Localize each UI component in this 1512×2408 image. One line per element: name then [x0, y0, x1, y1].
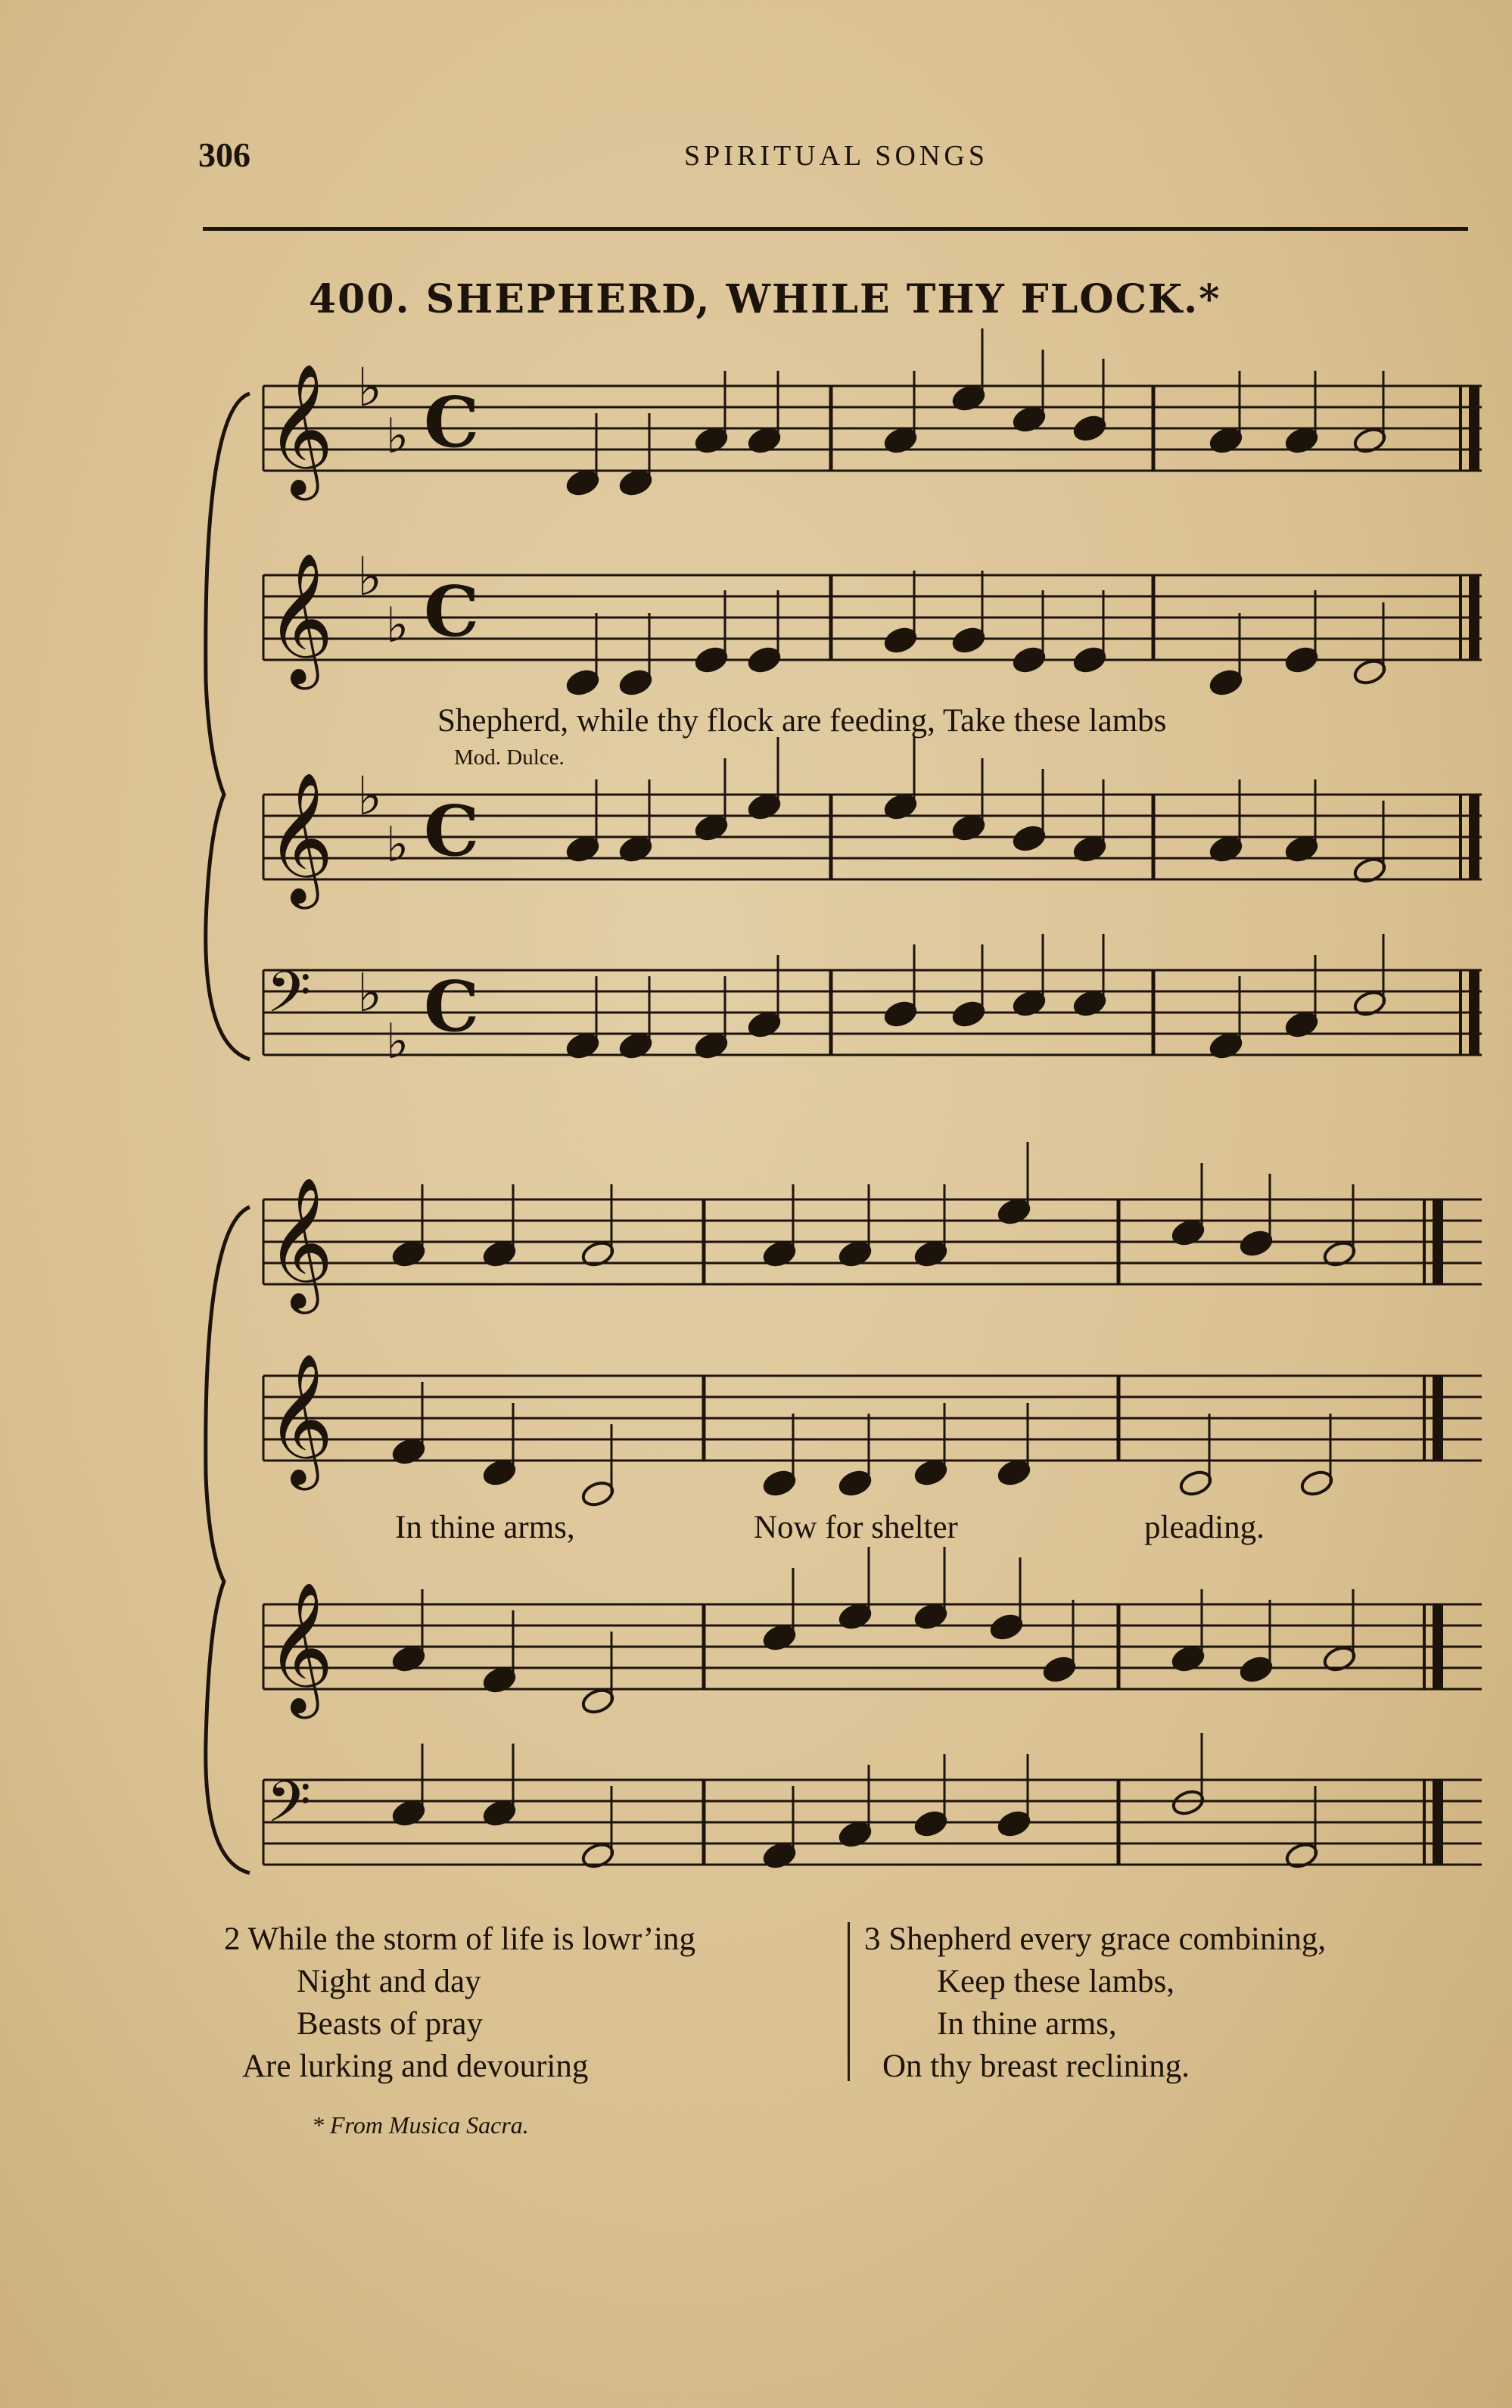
half-note [1299, 1468, 1335, 1498]
quarter-note [565, 1031, 601, 1060]
quarter-note [762, 1622, 798, 1652]
quarter-note [1072, 834, 1108, 863]
verse-2-line: Beasts of pray [297, 2006, 483, 2042]
verse-3-line: On thy breast reclining. [882, 2049, 1190, 2084]
quarter-note [762, 1239, 798, 1268]
flat-icon: ♭ [386, 598, 409, 654]
footnote: * From Musica Sacra. [312, 2111, 529, 2139]
common-time-icon: C [424, 381, 480, 463]
half-note [1322, 1239, 1358, 1268]
bass-clef-icon: 𝄢 [266, 1769, 312, 1850]
quarter-note [997, 1196, 1032, 1226]
quarter-note [482, 1665, 518, 1694]
quarter-note [883, 625, 919, 655]
quarter-note [883, 425, 919, 455]
half-note [1178, 1468, 1214, 1498]
quarter-note [1209, 425, 1244, 455]
common-time-icon: C [424, 966, 480, 1047]
flat-icon: ♭ [357, 962, 383, 1024]
system-brace [206, 1207, 250, 1873]
quarter-note [565, 834, 601, 863]
lyrics-system-1: Shepherd, while thy flock are feeding, Take these lambs [437, 703, 1167, 739]
quarter-note [565, 667, 601, 697]
bass-clef-icon: 𝄢 [266, 959, 312, 1040]
quarter-note [694, 1031, 730, 1060]
quarter-note [1012, 404, 1047, 434]
flat-icon: ♭ [386, 409, 409, 465]
quarter-note [694, 813, 730, 842]
quarter-note [913, 1239, 949, 1268]
quarter-note [762, 1840, 798, 1870]
verse-2-line: Are lurking and devouring [242, 2049, 589, 2084]
treble-clef-icon: 𝄞 [266, 552, 334, 684]
quarter-note [694, 645, 730, 674]
flat-icon: ♭ [386, 817, 409, 873]
quarter-note [1284, 425, 1320, 455]
treble-clef-icon: 𝄞 [266, 1353, 334, 1485]
quarter-note [618, 834, 654, 863]
quarter-note [997, 1809, 1032, 1838]
quarter-note [1012, 823, 1047, 853]
half-note [1284, 1840, 1320, 1870]
verse-2-line: Night and day [297, 1964, 481, 1999]
quarter-note [1239, 1654, 1274, 1684]
system-brace [206, 394, 250, 1059]
verse-3 [864, 1918, 1326, 2088]
quarter-note [838, 1468, 873, 1498]
quarter-note [1239, 1228, 1274, 1258]
treble-clef-icon: 𝄞 [266, 363, 334, 495]
half-note [1352, 425, 1388, 455]
quarter-note [951, 813, 987, 842]
quarter-note [747, 645, 782, 674]
quarter-note [951, 383, 987, 412]
verse-divider [848, 1922, 850, 2081]
running-head: SPIRITUAL SONGS [684, 140, 988, 172]
half-note [580, 1239, 616, 1268]
quarter-note [391, 1798, 427, 1828]
quarter-note [838, 1819, 873, 1849]
half-note [1352, 855, 1388, 885]
quarter-note [747, 792, 782, 821]
treble-clef-icon: 𝄞 [266, 1177, 334, 1308]
half-note [1352, 657, 1388, 686]
quarter-note [1072, 645, 1108, 674]
common-time-icon: C [424, 790, 480, 872]
quarter-note [1072, 988, 1108, 1018]
quarter-note [1284, 1010, 1320, 1039]
flat-icon: ♭ [386, 1014, 409, 1070]
lyrics-system-2-part-c: pleading. [1144, 1510, 1265, 1545]
hymn-title: 400. SHEPHERD, WHILE THY FLOCK.* [309, 276, 1221, 322]
quarter-note [1042, 1654, 1078, 1684]
quarter-note [618, 667, 654, 697]
quarter-note [694, 425, 730, 455]
common-time-icon: C [424, 571, 480, 652]
quarter-note [391, 1436, 427, 1466]
quarter-note [951, 999, 987, 1028]
quarter-note [1209, 667, 1244, 697]
quarter-note [618, 1031, 654, 1060]
quarter-note [482, 1458, 518, 1487]
quarter-note [391, 1239, 427, 1268]
quarter-note [913, 1458, 949, 1487]
quarter-note [1171, 1644, 1206, 1673]
quarter-note [747, 1010, 782, 1039]
flat-icon: ♭ [357, 765, 383, 827]
tempo-marking: Mod. Dulce. [454, 745, 565, 770]
verse-2 [224, 1918, 695, 2088]
quarter-note [762, 1468, 798, 1498]
treble-clef-icon: 𝄞 [266, 772, 334, 904]
quarter-note [482, 1239, 518, 1268]
half-note [580, 1686, 616, 1716]
half-note [1171, 1787, 1206, 1817]
verse-3-line: Keep these lambs, [937, 1964, 1175, 1999]
half-note [580, 1479, 616, 1508]
quarter-note [913, 1601, 949, 1631]
quarter-note [565, 468, 601, 497]
quarter-note [883, 999, 919, 1028]
flat-icon: ♭ [357, 356, 383, 418]
quarter-note [838, 1601, 873, 1631]
page-number: 306 [198, 135, 250, 174]
quarter-note [391, 1644, 427, 1673]
quarter-note [1284, 645, 1320, 674]
quarter-note [1209, 1031, 1244, 1060]
quarter-note [747, 425, 782, 455]
quarter-note [913, 1809, 949, 1838]
quarter-note [1209, 834, 1244, 863]
half-note [580, 1840, 616, 1870]
quarter-note [1012, 645, 1047, 674]
lyrics-system-2-part-a: In thine arms, [395, 1510, 575, 1545]
quarter-note [1171, 1218, 1206, 1247]
verse-3-line: In thine arms, [937, 2006, 1117, 2042]
quarter-note [1012, 988, 1047, 1018]
quarter-note [1072, 413, 1108, 443]
quarter-note [951, 625, 987, 655]
quarter-note [482, 1798, 518, 1828]
half-note [1352, 988, 1388, 1018]
treble-clef-icon: 𝄞 [266, 1582, 334, 1713]
verse-2-line: 2 While the storm of life is lowr’ing [224, 1921, 695, 1957]
quarter-note [997, 1458, 1032, 1487]
quarter-note [618, 468, 654, 497]
flat-icon: ♭ [357, 546, 383, 608]
quarter-note [989, 1612, 1025, 1641]
quarter-note [838, 1239, 873, 1268]
lyrics-system-2-part-b: Now for shelter [754, 1510, 958, 1545]
quarter-note [1284, 834, 1320, 863]
quarter-note [883, 792, 919, 821]
verse-3-line: 3 Shepherd every grace combining, [864, 1921, 1327, 1957]
half-note [1322, 1644, 1358, 1673]
